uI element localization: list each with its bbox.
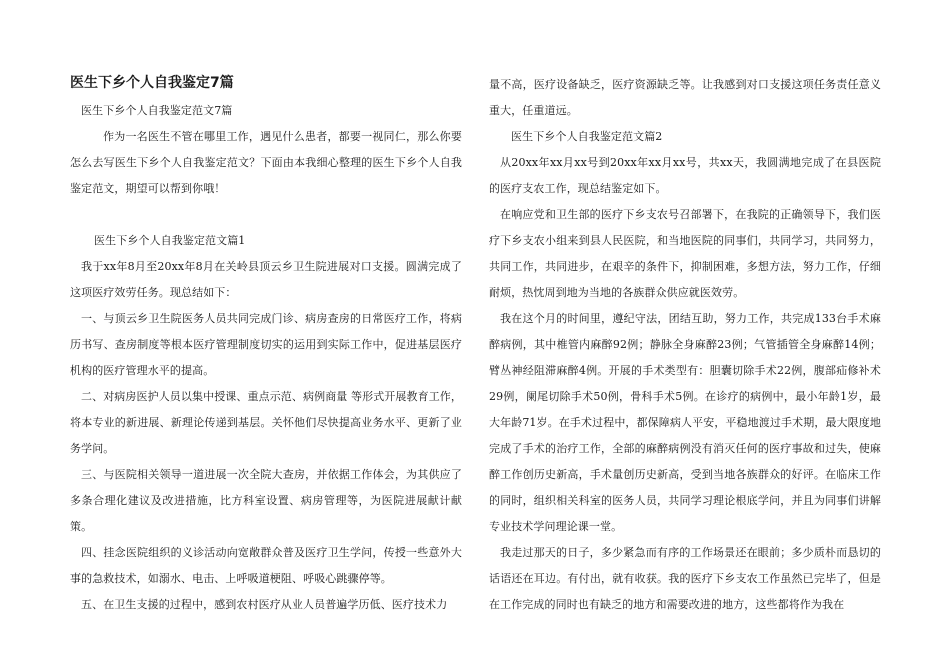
continued-paragraph: 量不高，医疗设备缺乏，医疗资源缺乏等。让我感到对口支援这项任务责任意义重大，任重道远。 xyxy=(489,78,881,117)
section-heading-2: 医生下乡个人自我鉴定范文篇2 xyxy=(511,130,663,143)
paragraph-2: 一、与顶云乡卫生院医务人员共同完成门诊、病房查房的日常医疗工作，将病历书写、查房制度等根本医疗管理制度切实的运用到实际工作中，促进基层医疗机构的医疗管理水平的提高。 xyxy=(70,312,462,377)
paragraph-3: 二、对病房医护人员以集中授课、重点示范、病例商量 等形式开展教育工作，将本专业的新进展、新理论传递到基层。关怀他们尽快提高业务水平、更新了业务学问。 xyxy=(70,390,462,455)
paragraph-5: 四、挂念医院组织的义诊活动向宽敞群众普及医疗卫生学问，传授一些意外大事的急救技术，如溺水、电击、上呼吸道梗阻、呼吸心跳骤停等。 xyxy=(70,546,462,585)
paragraph-7: 从20xx年xx月xx号到20xx年xx月xx号，共xx天，我圆满地完成了在县医院的医疗支农工作，现总结鉴定如下。 xyxy=(489,156,881,195)
section-heading-1: 医生下乡个人自我鉴定范文篇1 xyxy=(94,234,246,247)
left-column xyxy=(70,72,462,618)
document-title: 医生下乡个人自我鉴定7篇 xyxy=(70,75,234,91)
paragraph-9: 我在这个月的时间里，遵纪守法，团结互助，努力工作，共完成133台手术麻醉病例，其中椎管内麻醉92例；静脉全身麻醉23例；气管插管全身麻醉14例；臂丛神经阻滞麻醉4例。开展的手术类型有：胆囊切除手术22例，腹部疝修补术29例，阑尾切除手术50例，骨科手术5例。在诊疗的病例中，最小年龄1岁，最大年龄71岁。在手术过程中，都保障病人平安，平稳地渡过手术期，最大限度地完成了手术的治疗工作，全部的麻醉病例没有消灭任何的医疗事故和过失，使麻醉工作创历史新高，手术量创历史新高，受到当地各族群众的好评。在临床工作的同时，组织相关科室的医务人员，共同学习理论根底学问，并且为同事们讲解专业技术学问理论课一堂。 xyxy=(489,312,881,533)
right-column xyxy=(489,72,881,618)
paragraph-10: 我走过那天的日子，多少紧急而有序的工作场景还在眼前；多少质朴而恳切的话语还在耳边。有付出，就有收获。我的医疗下乡支农工作虽然已完毕了，但是在工作完成的同时也有缺乏的地方和需要改进的地方，这些都将作为我在 xyxy=(489,546,881,611)
paragraph-1: 我于xx年8月至20xx年8月在关岭县顶云乡卫生院进展对口支援。圆满完成了这项医疗效劳任务。现总结如下： xyxy=(70,260,462,299)
intro-paragraph: 作为一名医生不管在哪里工作，遇见什么患者，都要一视同仁，那么你要怎么去写医生下乡个人自我鉴定范文？下面由本我细心整理的医生下乡个人自我鉴定范文，期望可以帮到你哦！ xyxy=(70,130,462,195)
blank-line xyxy=(70,202,462,228)
paragraph-6: 五、在卫生支援的过程中，感到农村医疗从业人员普遍学历低、医疗技术力 xyxy=(81,598,448,611)
paragraph-4: 三、与医院相关领导一道进展一次全院大查房，并依据工作体会，为其供应了多条合理化建议及改进措施，比方科室设置、病房管理等，为医院进展献计献策。 xyxy=(70,468,462,533)
document-subtitle: 医生下乡个人自我鉴定范文7篇 xyxy=(81,104,233,117)
paragraph-8: 在响应党和卫生部的医疗下乡支农号召部署下，在我院的正确领导下，我们医疗下乡支农小组来到县人民医院，和当地医院的同事们，共同学习，共同努力，共同工作，共同进步，在艰辛的条件下，抑制困难，多想方法，努力工作，仔细耐烦，热忱周到地为当地的各族群众供应就医效劳。 xyxy=(489,208,881,299)
